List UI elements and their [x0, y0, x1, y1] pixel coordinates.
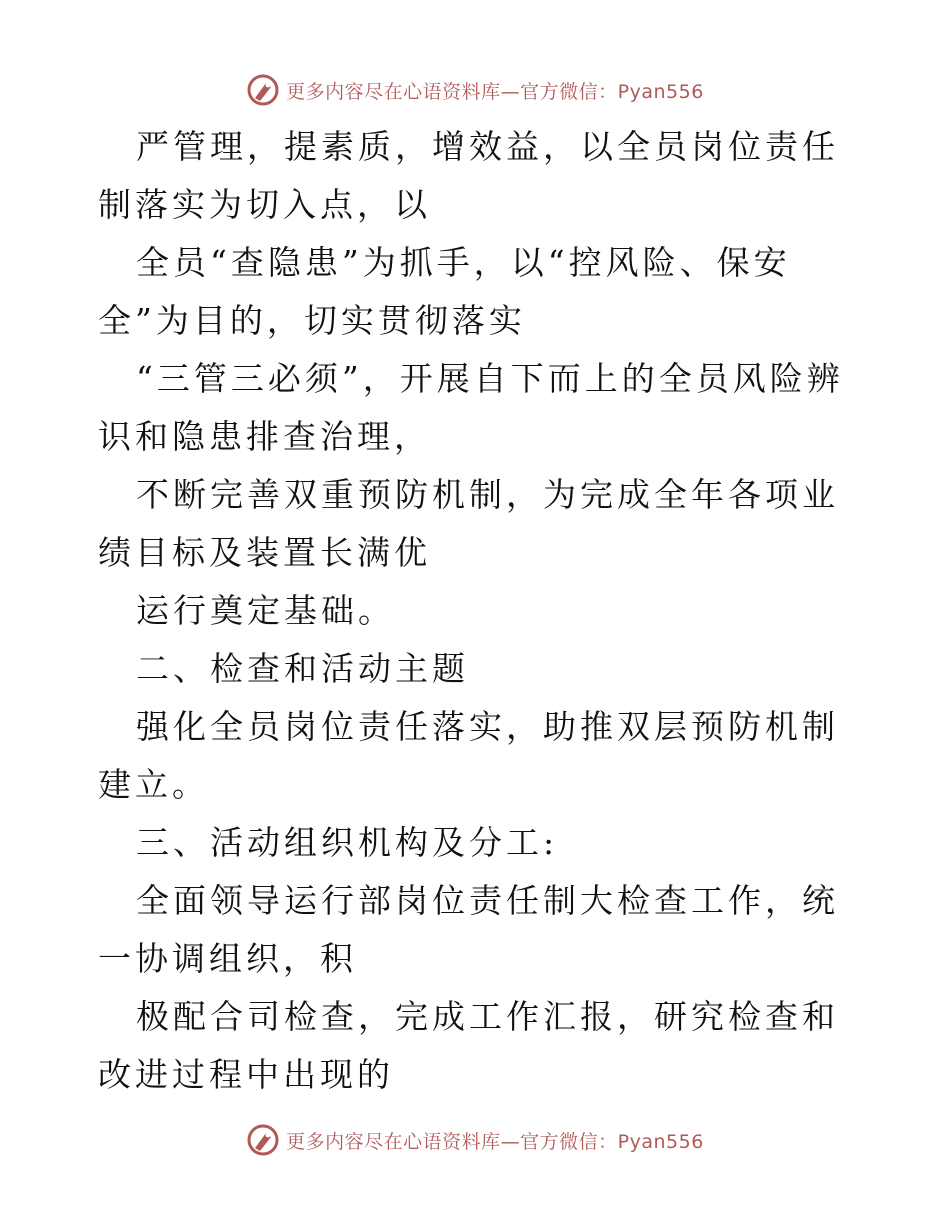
header-watermark [0, 70, 950, 110]
paragraph: “三管三必须”，开展自下而上的全员风险辨识和隐患排查治理， [98, 359, 844, 456]
pen-nib-logo-icon [246, 1123, 280, 1157]
document-body [98, 118, 858, 1104]
section-heading: 二、检查和活动主题 [136, 649, 469, 688]
paragraph: 不断完善双重预防机制，为完成全年各项业绩目标及装置长满优 [98, 475, 839, 572]
watermark-text: 更多内容尽在心语资料库—官方微信：Pyan556 [286, 80, 704, 103]
pen-nib-logo-icon [246, 73, 280, 107]
watermark-text: 更多内容尽在心语资料库—官方微信：Pyan556 [286, 1130, 704, 1153]
paragraph: 极配合司检查，完成工作汇报，研究检查和改进过程中出现的 [98, 997, 839, 1094]
paragraph: 全面领导运行部岗位责任制大检查工作，统一协调组织，积 [98, 881, 839, 978]
paragraph: 强化全员岗位责任落实，助推双层预防机制建立。 [98, 707, 839, 804]
paragraph: 全员“查隐患”为抓手，以“控风险、保安全”为目的，切实贯彻落实 [98, 243, 791, 340]
paragraph: 运行奠定基础。 [136, 591, 395, 630]
paragraph: 严管理，提素质，增效益，以全员岗位责任制落实为切入点，以 [98, 127, 839, 224]
section-heading: 三、活动组织机构及分工: [136, 823, 559, 862]
footer-watermark [0, 1120, 950, 1160]
